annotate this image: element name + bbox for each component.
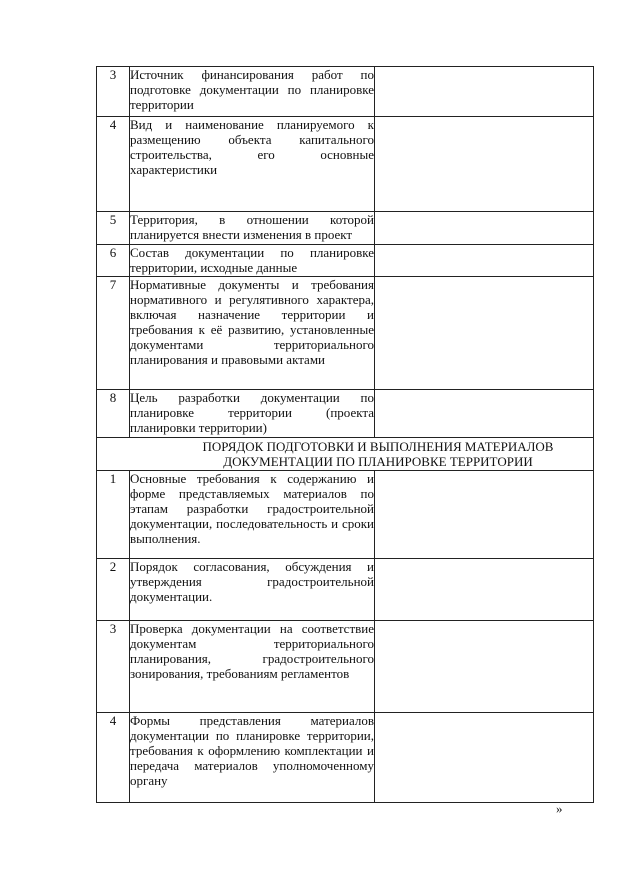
table-row [97,67,594,117]
row-value [375,67,594,117]
row-value [375,621,594,713]
section-title: ПОРЯДОК ПОДГОТОВКИ И ВЫПОЛНЕНИЯ МАТЕРИАЛОВ ДОКУМЕНТАЦИИ ПО ПЛАНИРОВКЕ ТЕРРИТОРИИ [97,438,594,471]
row-value [375,559,594,621]
table-row [97,621,594,713]
row-number: 4 [97,117,130,212]
row-value [375,713,594,803]
row-description: Порядок согласования, обсуждения и утверждения градостроительной документации. [130,559,375,621]
row-description: Нормативные документы и требования нормативного и регулятивного характера, включая назначение территории и требования к её развитию, установленные документами территориального планирования и правовыми актами [130,277,375,390]
table-row [97,117,594,212]
row-description: Состав документации по планировке территории, исходные данные [130,245,374,275]
row-number: 2 [97,559,130,621]
row-description: Территория, в отношении которой планируется внести изменения в проект [130,212,375,245]
row-description: Источник финансирования работ по подготовке документации по планировке территории [130,67,375,117]
table-row [97,212,594,245]
table-row [97,390,594,438]
closing-quote-mark: » [556,801,563,816]
row-value [375,471,594,559]
table-row [97,559,594,621]
row-value [375,212,594,245]
row-number: 4 [97,713,130,803]
terms-table [96,66,594,803]
table-row [97,277,594,390]
section-header-row [97,438,594,471]
table-row [97,713,594,803]
row-value [375,277,594,390]
row-number: 3 [97,621,130,713]
row-description: Вид и наименование планируемого к размещению объекта капитального строительства, его основные характеристики [130,117,375,212]
row-description: Цель разработки документации по планировке территории (проекта планировки территории) [130,390,375,438]
table-row [97,471,594,559]
row-description: Формы представления материалов документации по планировке территории, требования к оформлению комплектации и передача материалов уполномоченному органу [130,713,375,803]
row-number: 7 [97,277,130,390]
row-value [375,245,594,277]
row-number: 3 [97,67,130,117]
row-number: 8 [97,390,130,438]
row-value [375,117,594,212]
row-number: 5 [97,212,130,245]
row-number: 1 [97,471,130,559]
row-description: Основные требования к содержанию и форме представляемых материалов по этапам разработки градостроительной документации, последовательность и сроки выполнения. [130,471,375,559]
row-value [375,390,594,438]
row-description: Проверка документации на соответствие документам территориального планирования, градостроительного зонирования, требованиям регламентов [130,621,375,713]
row-number: 6 [97,245,130,277]
table-row [97,245,594,277]
